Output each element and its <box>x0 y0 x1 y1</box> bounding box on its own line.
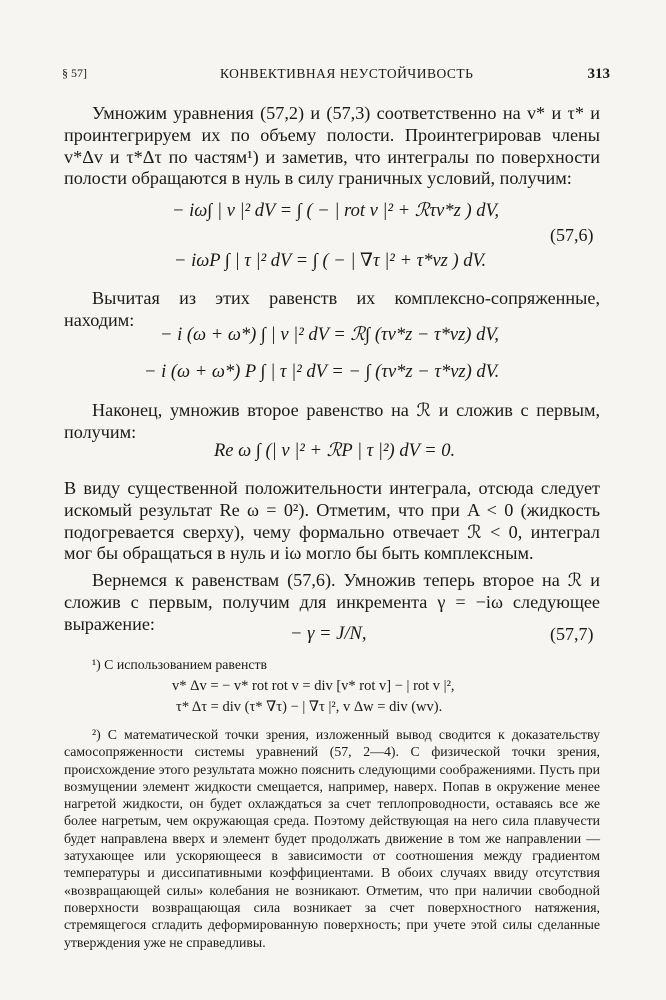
footnote-1 <box>64 656 600 673</box>
equation-57-6b: − iωP ∫ | τ |² dV = ∫ ( − | ∇τ |² + τ*vz ) dV. <box>174 251 487 271</box>
paragraph-1 <box>64 103 600 190</box>
equation-conj-a: − i (ω + ω*) ∫ | v |² dV = ℛ∫ (τv*z − τ*vz) dV, <box>160 325 499 345</box>
paragraph-text: Вернемся к равенствам (57,6). Умножив теперь второе на ℛ и сложив с первым, получим для инкремента γ = −iω следующее выражение: <box>64 570 600 634</box>
equation-re-omega: Re ω ∫ (| v |² + ℛP | τ |²) dV = 0. <box>214 441 456 461</box>
footnote-equation: τ* Δτ = div (τ* ∇τ) − | ∇τ |², v Δw = div (wv). <box>176 699 443 715</box>
equation-conj-b: − i (ω + ω*) P ∫ | τ |² dV = − ∫ (τv*z − τ*vz) dV. <box>144 362 500 382</box>
paragraph-4 <box>64 478 600 565</box>
paragraph-text: Умножим уравнения (57,2) и (57,3) соответственно на v* и τ* и проинтегрируем их по объему полости. Проинтегрировав члены v*Δv и τ*Δτ по частям¹) и заметив, что интегралы по поверхности полости обращаются в нуль в силу граничных условий, получим: <box>64 103 600 189</box>
running-title: КОНВЕКТИВНАЯ НЕУСТОЙЧИВОСТЬ <box>220 66 474 81</box>
paragraph-3 <box>64 400 600 444</box>
equation-number: (57,6) <box>550 225 594 245</box>
running-header <box>62 66 610 90</box>
equation-57-6a: − iω∫ | v |² dV = ∫ ( − | rot v |² + ℛτv*z ) dV, <box>172 201 500 221</box>
equation-number: (57,7) <box>550 624 594 644</box>
section-ref: § 57] <box>62 66 87 80</box>
footnote-2 <box>64 726 600 951</box>
footnote-equation: v* Δv = − v* rot rot v = div [v* rot v] − | rot v |², <box>172 678 455 694</box>
footnote-text: ¹) С использованием равенств <box>92 657 268 672</box>
footnote-text: ²) С математической точки зрения, изложенный вывод сводится к доказательству самосопряженности системы уравнений (57, 2—4). С физической точки зрения, происхождение этого результата можно пояснить следующими соображениями. Пусть при возмущении элемент жидкости смещается, например, наверх. Попав в окружение менее нагретой жидкости, он будет охлаждаться за счет теплопроводности, оставаясь все же более нагретым, чем окружающая среда. Поэтому действующая на него сила плавучести будет направлена вверх и элемент будет продолжать движение в том же направлении — затухающее или ускоряющееся в зависимости от соотношения между градиентом температуры и диссипативными коэффициентами. В обоих случаях ввиду отсутствия «возвращающей силы» колебания не возникают. Отметим, что при наличии свободной поверхности возвращающая сила возникает за счет поверхностного натяжения, стремящегося сгладить деформированную поверхность; при учете этой силы сделанные утверждения уже не справедливы. <box>64 727 600 950</box>
page-number: 313 <box>587 66 610 82</box>
paragraph-text: Вычитая из этих равенств их комплексно-сопряженные, находим: <box>64 288 600 330</box>
paragraph-text: Наконец, умножив второе равенство на ℛ и сложив с первым, получим: <box>64 400 600 442</box>
equation-57-7: − γ = J/N, <box>290 624 367 644</box>
paragraph-text: В виду существенной положительности интеграла, отсюда следует искомый результат Re ω = 0²). Отметим, что при A < 0 (жидкость подогревается сверху), чему формально отвечает ℛ < 0, интеграл мог бы обращаться в нуль и iω могло бы быть комплексным. <box>64 478 600 564</box>
